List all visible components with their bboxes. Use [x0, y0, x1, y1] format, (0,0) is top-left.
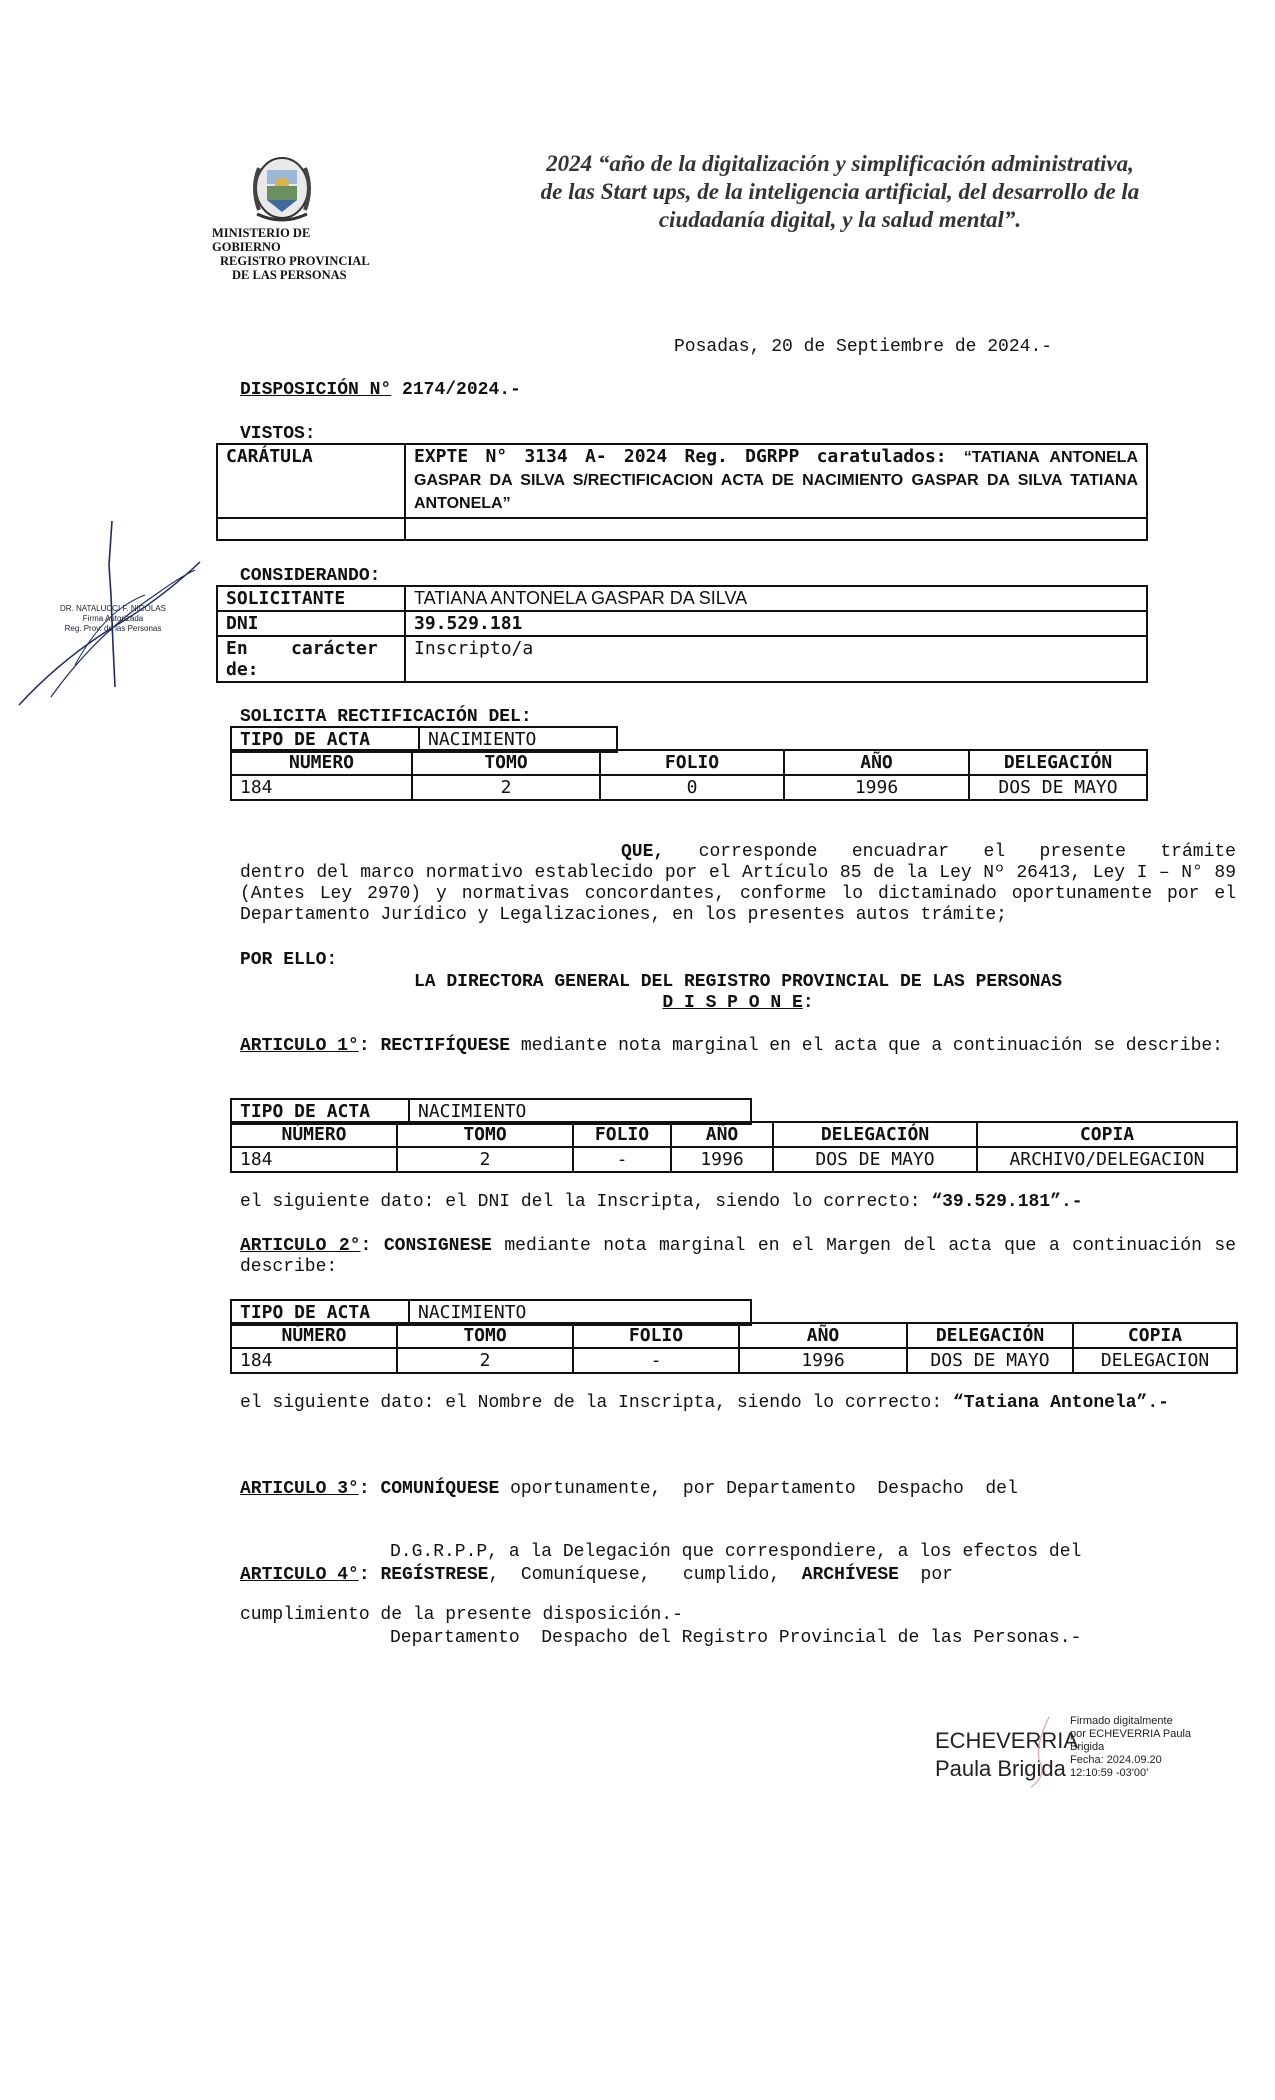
art2-dato: el siguiente dato: el Nombre de la Inscripta, siendo lo correcto: “Tatiana Antonela”.- [240, 1393, 1169, 1413]
cell-folio: - [573, 1348, 739, 1373]
caracter-value: Inscripto/a [405, 636, 1147, 682]
col-delegacion: DELEGACIÓN [969, 750, 1147, 775]
col-anio: AÑO [739, 1323, 907, 1348]
col-tomo: TOMO [397, 1122, 573, 1147]
vistos-heading: VISTOS: [240, 424, 316, 444]
cell-delegacion: DOS DE MAYO [907, 1348, 1073, 1373]
col-numero: NÚMERO [231, 1323, 397, 1348]
cell-delegacion: DOS DE MAYO [969, 775, 1147, 800]
signature-flourish [1025, 1715, 1055, 1790]
signature-meta: Firmado digitalmente por ECHEVERRIA Paula Brigida Fecha: 2024.09.20 12:10:59 -03'00' [1070, 1715, 1192, 1779]
solicita-acta-table [230, 749, 1148, 801]
caratula-label: CARÁTULA [217, 444, 405, 518]
tipo-acta-value: NACIMIENTO [419, 727, 617, 752]
col-folio: FOLIO [573, 1323, 739, 1348]
cell-numero: 184 [231, 1348, 397, 1373]
considerando-heading: CONSIDERANDO: [240, 566, 381, 586]
place-date: Posadas, 20 de Septiembre de 2024.- [674, 337, 1053, 357]
caratula-value: EXPTE N° 3134 A- 2024 Reg. DGRPP caratulados: “TATIANA ANTONELA GASPAR DA SILVA S/RECTIFICACION ACTA DE NACIMIENTO GASPAR DA SILVA TATIANA ANTONELA” [405, 444, 1147, 518]
cell-tomo: 2 [412, 775, 600, 800]
considerando-table [216, 585, 1148, 683]
caracter-label: En carácter de: [217, 636, 405, 682]
col-copia: COPIA [977, 1122, 1237, 1147]
col-tomo: TOMO [412, 750, 600, 775]
col-anio: AÑO [784, 750, 969, 775]
cell-delegacion: DOS DE MAYO [773, 1147, 977, 1172]
col-delegacion: DELEGACIÓN [907, 1323, 1073, 1348]
tipo-acta-label: TIPO DE ACTA [231, 1300, 409, 1325]
empty-cell [217, 518, 405, 540]
solicitante-label: SOLICITANTE [217, 586, 405, 611]
dni-value: 39.529.181 [405, 611, 1147, 636]
cell-anio: 1996 [784, 775, 969, 800]
cell-numero: 184 [231, 775, 412, 800]
cell-copia: DELEGACION [1073, 1348, 1237, 1373]
articulo-4: ARTICULO 4°: REGÍSTRESE, Comuníquese, cumplido, ARCHÍVESE por Departamento Despacho del Registro Provincial de las Personas.- [240, 1565, 1082, 1648]
disposition-number: DISPOSICIÓN N° 2174/2024.- [240, 380, 521, 400]
col-numero: NUMERO [231, 750, 412, 775]
year-motto: 2024 “año de la digitalización y simplificación administrativa, de las Start ups, de la inteligencia artificial, del desarrollo de la ciudadanía digital, y la salud mental”. [540, 151, 1140, 232]
col-copia: COPIA [1073, 1323, 1237, 1348]
dni-label: DNI [217, 611, 405, 636]
articulo-1: ARTICULO 1°: RECTIFÍQUESE mediante nota marginal en el acta que a continuación se describe: [240, 1036, 1223, 1056]
authorization-stamp: DR. NATALUCCI F. NICOLAS Firma Autorizada Reg. Prov. de las Personas [60, 604, 166, 633]
tipo-acta-value: NACIMIENTO [409, 1099, 751, 1124]
solicitante-value: TATIANA ANTONELA GASPAR DA SILVA [405, 586, 1147, 611]
art1-dato: el siguiente dato: el DNI del la Inscripta, siendo lo correcto: “39.529.181”.- [240, 1192, 1083, 1212]
directora-line: LA DIRECTORA GENERAL DEL REGISTRO PROVINCIAL DE LAS PERSONAS [413, 972, 1063, 992]
tipo-acta-label: TIPO DE ACTA [231, 727, 419, 752]
solicita-heading: SOLICITA RECTIFICACIÓN DEL: [240, 707, 532, 727]
cell-tomo: 2 [397, 1348, 573, 1373]
col-delegacion: DELEGACIÓN [773, 1122, 977, 1147]
col-numero: NÚMERO [231, 1122, 397, 1147]
tipo-acta-value: NACIMIENTO [409, 1300, 751, 1325]
digital-signature [935, 1715, 1195, 1795]
articulo-3: ARTICULO 3°: COMUNÍQUESE oportunamente, por Departamento Despacho del D.G.R.P.P, a la Delegación que correspondiere, a los efectos del cumplimiento de la presente disposición.- [240, 1479, 1082, 1625]
cell-folio: 0 [600, 775, 784, 800]
cell-folio: - [573, 1147, 671, 1172]
por-ello: POR ELLO: [240, 950, 338, 970]
articulo-2: ARTICULO 2°: CONSIGNESE mediante nota marginal en el Margen del acta que a continuación se describe: [240, 1236, 1237, 1277]
art1-acta-table [230, 1121, 1238, 1173]
signer-name: ECHEVERRIA Paula Brigida [935, 1728, 1079, 1781]
table-row [231, 1147, 1237, 1172]
empty-cell [405, 518, 1147, 540]
dispone-line: D I S P O N E: [662, 993, 814, 1013]
cell-numero: 184 [231, 1147, 397, 1172]
que-paragraph: QUE, corresponde encuadrar el presente trámite dentro del marco normativo establecido por el Artículo 85 de la Ley Nº 26413, Ley I – N° 89 (Antes Ley 2970) y normativas concordantes, conforme lo dictaminado oportunamente por el Departamento Jurídico y Legalizaciones, en los presentes autos trámite; [240, 842, 1236, 925]
province-seal [243, 150, 321, 226]
table-row [231, 1348, 1237, 1373]
col-folio: FOLIO [573, 1122, 671, 1147]
vistos-table [216, 443, 1148, 541]
tipo-acta-label: TIPO DE ACTA [231, 1099, 409, 1124]
art2-acta-table [230, 1322, 1238, 1374]
col-anio: AÑO [671, 1122, 773, 1147]
cell-anio: 1996 [739, 1348, 907, 1373]
cell-anio: 1996 [671, 1147, 773, 1172]
cell-copia: ARCHIVO/DELEGACION [977, 1147, 1237, 1172]
col-folio: FOLIO [600, 750, 784, 775]
ministry-heading: MINISTERIO DE GOBIERNO REGISTRO PROVINCIAL DE LAS PERSONAS [212, 226, 370, 282]
table-row [231, 775, 1147, 800]
col-tomo: TOMO [397, 1323, 573, 1348]
cell-tomo: 2 [397, 1147, 573, 1172]
